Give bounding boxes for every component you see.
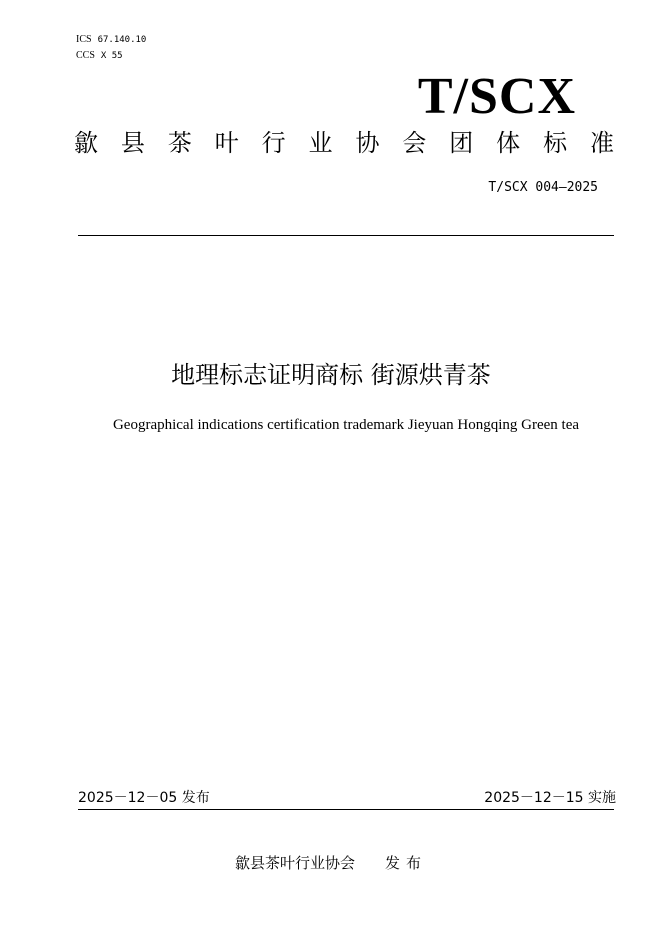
org-char: 会 xyxy=(402,129,427,157)
classification-codes xyxy=(76,32,146,64)
document-title-zh: 地理标志证明商标 街源烘青茶 xyxy=(171,361,491,389)
ics-row xyxy=(76,32,146,48)
publish-date: 2025－12－05 发布 xyxy=(78,790,210,806)
org-char: 歙 xyxy=(74,129,98,157)
org-char: 协 xyxy=(355,129,380,157)
publisher-name: 歙县茶叶行业协会 xyxy=(234,854,355,872)
org-char: 行 xyxy=(261,129,286,157)
publish-label: 发布 xyxy=(385,854,428,872)
publisher-line xyxy=(0,853,662,873)
organization-title xyxy=(74,127,614,159)
org-char: 标 xyxy=(543,129,568,157)
org-char: 县 xyxy=(120,129,145,157)
ccs-label: CCS xyxy=(76,50,95,61)
org-char: 叶 xyxy=(214,129,239,157)
org-char: 团 xyxy=(449,129,474,157)
bottom-divider xyxy=(78,809,614,810)
top-divider xyxy=(78,235,614,236)
document-title-en: Geographical indications certification trademark Jieyuan Hongqing Green tea xyxy=(112,417,580,433)
org-char: 准 xyxy=(589,129,614,157)
org-char: 茶 xyxy=(167,129,192,157)
ics-label: ICS xyxy=(76,34,92,45)
ccs-code: X 55 xyxy=(100,51,123,61)
org-char: 体 xyxy=(496,129,521,157)
org-char: 业 xyxy=(308,129,333,157)
standard-number: T/SCX 004—2025 xyxy=(488,180,598,195)
ics-code: 67.140.10 xyxy=(97,35,147,45)
standard-logo: T/SCX xyxy=(417,68,576,125)
implement-date: 2025－12－15 实施 xyxy=(484,790,616,806)
ccs-row xyxy=(76,48,146,64)
